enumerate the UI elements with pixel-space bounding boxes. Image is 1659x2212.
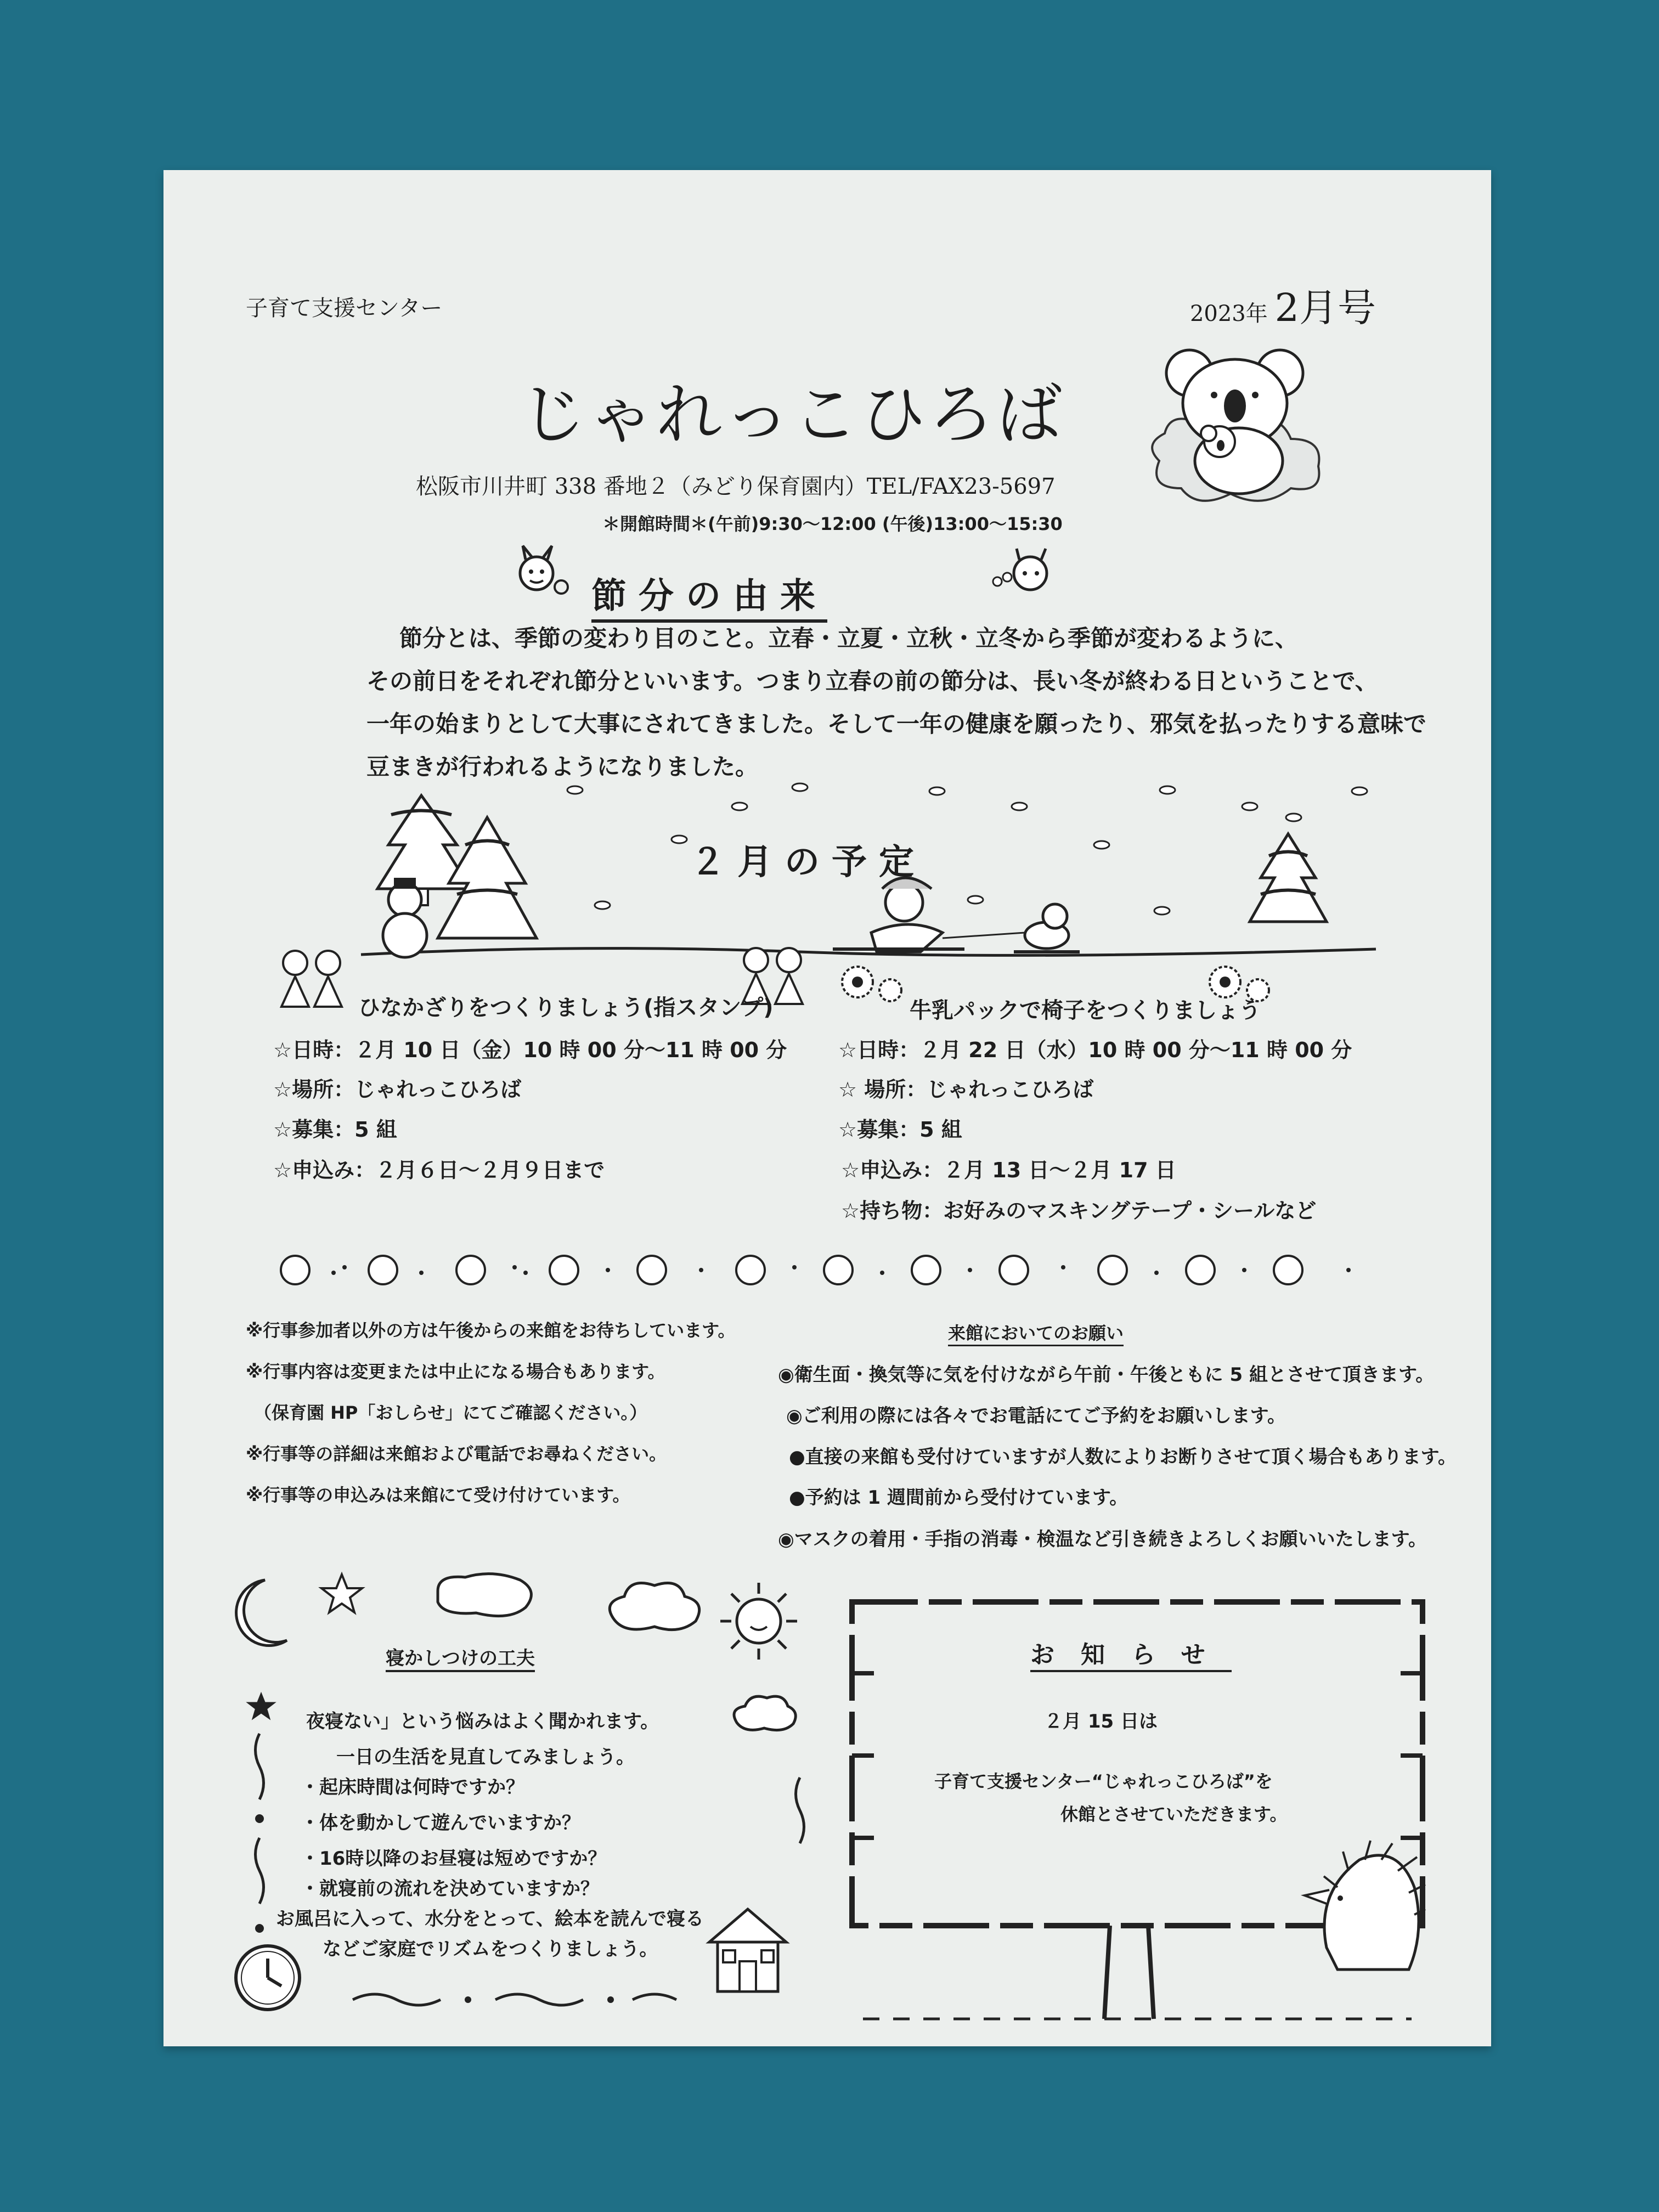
setsubun-line: 豆まきが行われるようになりました。: [366, 753, 759, 780]
event-2-apply: ☆申込み：２月 13 日～２月 17 日: [841, 1158, 1176, 1182]
tip-line: ・16時以降のお昼寝は短めですか？: [301, 1848, 607, 1870]
tip-line: ・就寝前の流れを決めていますか？: [301, 1878, 599, 1900]
event-1-capacity: ☆募集：5 組: [273, 1118, 397, 1142]
event-1-datetime: ☆日時：２月 10 日（金）10 時 00 分～11 時 00 分: [273, 1038, 787, 1062]
issue-label: [1190, 277, 1376, 332]
schedule-heading: ２月の予定: [690, 842, 926, 883]
sled-child-icon: [833, 878, 1025, 952]
event-1-title: ひなかざりをつくりましょう(指スタンプ): [358, 995, 774, 1020]
event-1-apply: ☆申込み：２月６日～２月９日まで: [273, 1158, 605, 1182]
squiggle-border: [246, 1734, 273, 1942]
note-item: ※行事等の申込みは来館にて受け付けています。: [246, 1485, 630, 1505]
children-border: [257, 1243, 1409, 1297]
newsletter-page: [163, 170, 1491, 2046]
notice-heading: お知らせ: [1030, 1635, 1232, 1672]
request-item: ◉マスクの着用・手指の消毒・検温など引き続きよろしくお願いいたします。: [778, 1528, 1427, 1550]
flower-icon: [836, 960, 907, 1009]
opening-hours: ＊開館時間＊(午前)9:30～12:00 (午後)13:00～15:30: [602, 514, 1063, 534]
star-icon: [320, 1572, 364, 1616]
sun-icon: [718, 1580, 800, 1662]
request-item: ●直接の来館も受付けていますが人数によりお断りさせて頂く場合もあります。: [789, 1446, 1457, 1468]
event-2-datetime: ☆日時：２月 22 日（水）10 時 00 分～11 時 00 分: [838, 1038, 1352, 1062]
setsubun-line: その前日をそれぞれ節分といいます。つまり立春の前の節分は、長い冬が終わる日ということで、: [366, 668, 1378, 695]
newsletter-title: じゃれっこひろば: [520, 377, 1064, 453]
clock-icon: [232, 1942, 303, 2013]
moon-icon: [227, 1575, 292, 1651]
cloud-icon: [729, 1690, 800, 1739]
event-2-bring: ☆持ち物：お好みのマスキングテープ・シールなど: [841, 1199, 1317, 1223]
notice-line: 子育て支援センター“じゃれっこひろば”を: [934, 1771, 1273, 1792]
tip-line: お風呂に入って、水分をとって、絵本を読んで寝る: [276, 1908, 704, 1930]
hina-doll-icon: [276, 946, 347, 1012]
event-2-title: 牛乳パックで椅子をつくりましょう: [910, 998, 1261, 1023]
oni-icon: [986, 549, 1058, 603]
bear-mark-icon: ◉: [778, 1364, 794, 1386]
note-item: ※行事内容は変更または中止になる場合もあります。: [246, 1361, 665, 1382]
notice-date: ２月 15 日は: [1044, 1711, 1158, 1733]
hedgehog-icon: [1305, 1838, 1425, 1980]
note-item: ※行事等の詳細は来館および電話でお尋ねください。: [246, 1443, 667, 1464]
setsubun-heading: 節分の由来: [591, 568, 827, 623]
house-icon: [698, 1898, 797, 1997]
issue-month: 2月号: [1274, 285, 1376, 330]
issue-year: 2023: [1189, 301, 1246, 326]
squiggle-border: [789, 1778, 811, 1865]
bear-mark-icon: ◉: [786, 1405, 803, 1427]
bear-mark-icon: ◉: [778, 1528, 794, 1550]
request-item: ●予約は 1 週間前から受付けています。: [789, 1487, 1128, 1509]
tip-line: などご家庭でリズムをつくりましょう。: [323, 1938, 658, 1960]
tip-line: 一日の生活を見直してみましょう。: [336, 1746, 635, 1768]
oni-icon: [509, 543, 569, 603]
koala-icon: [1137, 351, 1346, 516]
cloud-icon: [602, 1575, 707, 1640]
note-item: ※行事参加者以外の方は午後からの来館をお待ちしています。: [246, 1320, 736, 1341]
request-item: ◉ご利用の際には各々でお電話にてご予約をお願いします。: [786, 1405, 1286, 1427]
setsubun-body: [366, 617, 1427, 788]
dog-icon: [1014, 904, 1080, 952]
issue-year-suffix: 年: [1245, 301, 1268, 326]
setsubun-line: 節分とは、季節の変わり目のこと。立春・立夏・立秋・立冬から季節が変わるように、: [399, 625, 1299, 652]
event-2-capacity: ☆募集：5 組: [838, 1118, 962, 1142]
snow-tree-icon: [438, 817, 537, 938]
requests-heading: 来館においてのお願い: [948, 1319, 1124, 1346]
event-1-place: ☆場所：じゃれっこひろば: [273, 1077, 522, 1102]
snow-tree-icon: [1250, 834, 1327, 922]
note-item: （保育園 HP「おしらせ」にてご確認ください。）: [254, 1402, 647, 1423]
cloud-icon: [427, 1569, 542, 1624]
tip-line: ・起床時間は何時ですか？: [301, 1776, 524, 1798]
wave-border: [353, 1986, 693, 2013]
sleep-tips-heading: 寝かしつけの工夫: [386, 1643, 535, 1672]
setsubun-line: 一年の始まりとして大事にされてきました。そして一年の健康を願ったり、邪気を払ったりする意味で: [366, 710, 1427, 737]
event-2-place: ☆ 場所：じゃれっこひろば: [838, 1077, 1094, 1102]
organization-name: 子育て支援センター: [246, 296, 443, 321]
tip-line: ・体を動かして遊んでいますか？: [301, 1812, 580, 1834]
tip-line: 夜寝ない」という悩みはよく聞かれます。: [306, 1711, 659, 1733]
star-icon: [245, 1690, 278, 1723]
notice-line: 休館とさせていただきます。: [1060, 1804, 1288, 1825]
address: 松阪市川井町 338 番地２（みどり保育園内）TEL/FAX23-5697: [416, 474, 1056, 499]
request-item: ◉衛生面・換気等に気を付けながら午前・午後ともに 5 組とさせて頂きます。: [778, 1364, 1435, 1386]
